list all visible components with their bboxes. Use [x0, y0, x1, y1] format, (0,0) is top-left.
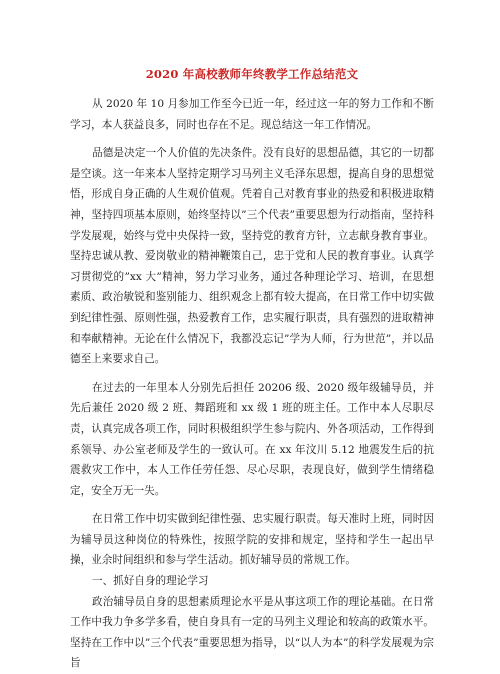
paragraph-work-roles: 在过去的一年里本人分别先后担任 20206 级、2020 级年级辅导员，并先后兼任 2020 级 2 班、舞蹈班和 xx 级 1 班的班主任。工作中本人尽职尽责，认真完成各项工作，同时积极组织学生参与院内、外各项活动，工作得到系领导、办公室老师及学生的一致认可。在 xx 年汶川 5.12 地震发生后的抗震救灾工作中，本人工作任劳任怨、尽心尽职，表现良好，做到学生情绪稳定，安全万无一失。	[70, 381, 434, 497]
paragraph-daily-work: 在日常工作中切实做到纪律性强、忠实履行职责。每天准时上班，同时因为辅导员这种岗位的特殊性，按照学院的安排和规定，坚持和学生一起出早操，业余时间组织和参与学生活动。抓好辅导员的常规工作。	[70, 513, 434, 567]
paragraph-intro: 从 2020 年 10 月参加工作至今已近一年，经过这一年的努力工作和不断学习，本人获益良多，同时也存在不足。现总结这一年工作情况。	[70, 98, 434, 131]
paragraph-morality: 品德是决定一个人价值的先决条件。没有良好的思想品德，其它的一切都是空谈。这一年来本人坚持定期学习马列主义毛泽东思想，提高自身的思想觉悟，形成自身正确的人生观价值观。凭着自己对教育事业的热爱和积极进取精神，坚持四项基本原则，始终坚持以”三个代表”重要思想为行动指南，坚持科学发展观，始终与党中央保持一致，坚持党的教育方针，立志献身教育事业。坚持忠诚从教、爱岗敬业的精神鞭策自己，忠于党和人民的教育事业。认真学习贯彻党的”xx 大”精神，努力学习业务，通过各种理论学习、培训，在思想素质、政治敏锐和鉴别能力、组织观念上都有较大提高，在日常工作中切实做到纪律性强、原则性强，热爱教育工作，忠实履行职责，具有强烈的进取精神和奉献精神。无论在什么情况下，我都没忘记”学为人师，行为世范”，并以品德至上来要求自己。	[70, 147, 434, 366]
paragraph-theory-study: 政治辅导员自身的思想素质理论水平是从事这项工作的理论基础。在日常工作中我力争多学多看，使自身具有一定的马列主义理论和较高的政策水平。坚持在工作中以”三个代表”重要思想为指导，以“以人为本”的科学发展观为宗旨	[70, 595, 434, 670]
paragraph-gap	[70, 135, 434, 143]
paragraph-gap	[70, 501, 434, 509]
paragraph-gap	[70, 370, 434, 378]
document-title: 2020 年高校教师年终教学工作总结范文	[145, 67, 359, 81]
section-heading: 一、抓好自身的理论学习	[92, 575, 209, 588]
